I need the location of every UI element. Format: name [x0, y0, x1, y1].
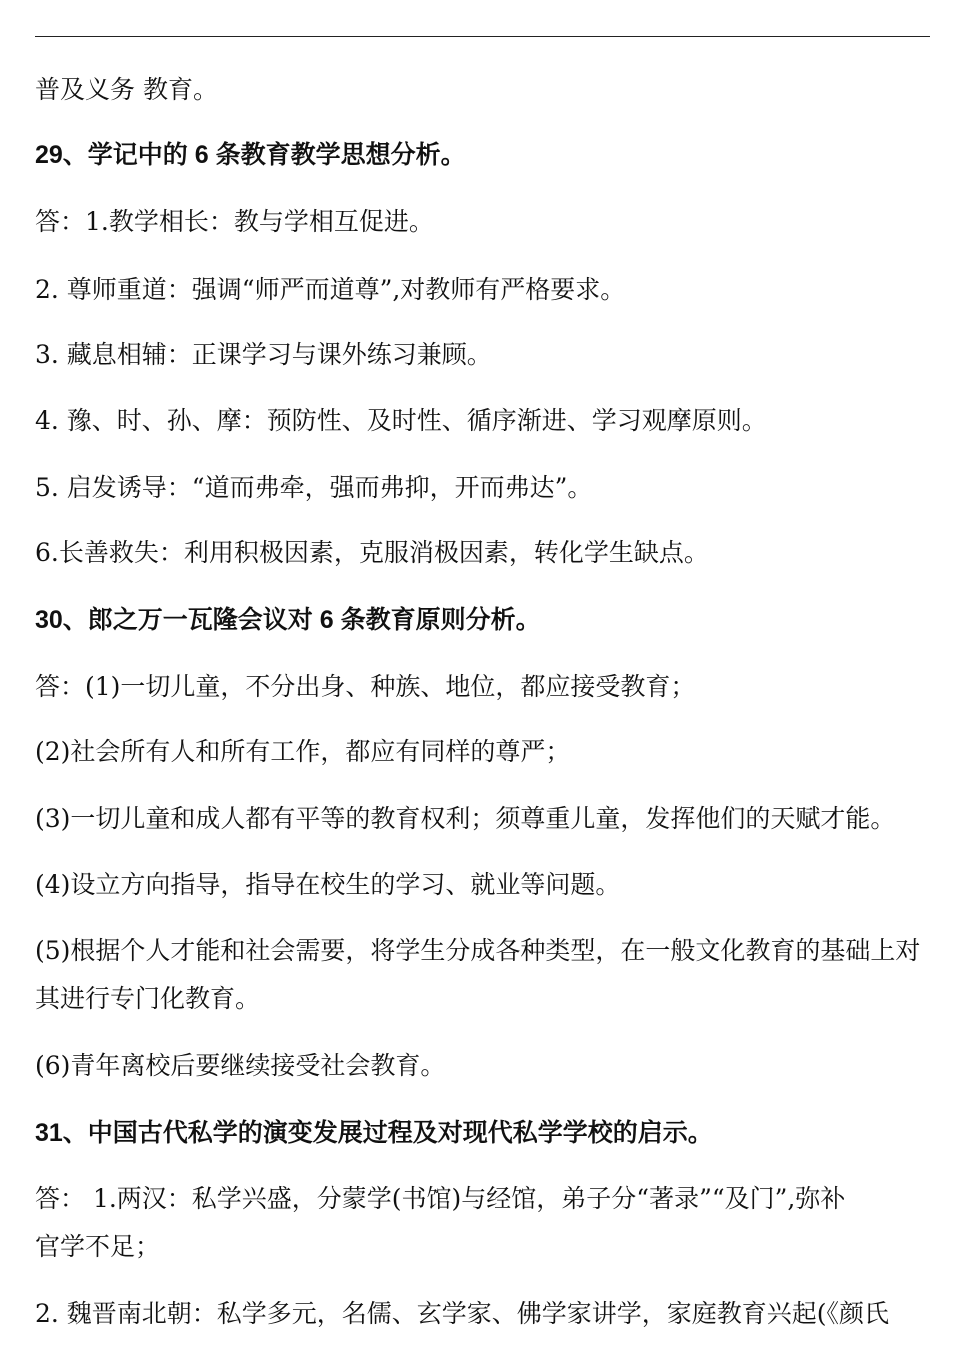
question-31-heading: 31、中国古代私学的演变发展过程及对现代私学学校的启示。 — [35, 1119, 713, 1147]
answer-line: 2. 魏晋南北朝：私学多元，名儒、玄学家、佛学家讲学，家庭教育兴起(《颜氏 — [35, 1299, 890, 1328]
answer-line: (4)设立方向指导，指导在校生的学习、就业等问题。 — [35, 870, 621, 899]
answer-line: 4. 豫、时、孙、摩：预防性、及时性、循序渐进、学习观摩原则。 — [35, 406, 767, 435]
answer-line: 2. 尊师重道：强调“师严而道尊”,对教师有严格要求。 — [35, 275, 626, 304]
answer-line: 6.长善救失：利用积极因素，克服消极因素，转化学生缺点。 — [35, 538, 709, 567]
continuation-line: 普及义务 教育。 — [35, 75, 218, 104]
question-30-heading: 30、郎之万一瓦隆会议对 6 条教育原则分析。 — [35, 606, 541, 634]
answer-line: (3)一切儿童和成人都有平等的教育权利；须尊重儿童，发挥他们的天赋才能。 — [35, 804, 896, 833]
question-29-heading: 29、学记中的 6 条教育教学思想分析。 — [35, 141, 466, 169]
answer-line: 5. 启发诱导：“道而弗牵，强而弗抑，开而弗达”。 — [35, 473, 593, 502]
answer-line: (6)青年离校后要继续接受社会教育。 — [35, 1051, 446, 1080]
answer-line: 官学不足； — [35, 1232, 161, 1261]
answer-line: (5)根据个人才能和社会需要，将学生分成各种类型，在一般文化教育的基础上对 — [35, 936, 921, 965]
answer-line: 答：(1)一切儿童，不分出身、种族、地位，都应接受教育； — [35, 672, 696, 701]
answer-line: (2)社会所有人和所有工作，都应有同样的尊严； — [35, 737, 571, 766]
top-rule — [35, 36, 930, 37]
answer-line: 其进行专门化教育。 — [35, 984, 261, 1013]
answer-line: 3. 藏息相辅：正课学习与课外练习兼顾。 — [35, 340, 492, 369]
answer-line: 答：1.教学相长：教与学相互促进。 — [35, 207, 434, 236]
answer-line: 答： 1.两汉：私学兴盛，分蒙学(书馆)与经馆，弟子分“著录”“及门”,弥补 — [35, 1184, 846, 1213]
